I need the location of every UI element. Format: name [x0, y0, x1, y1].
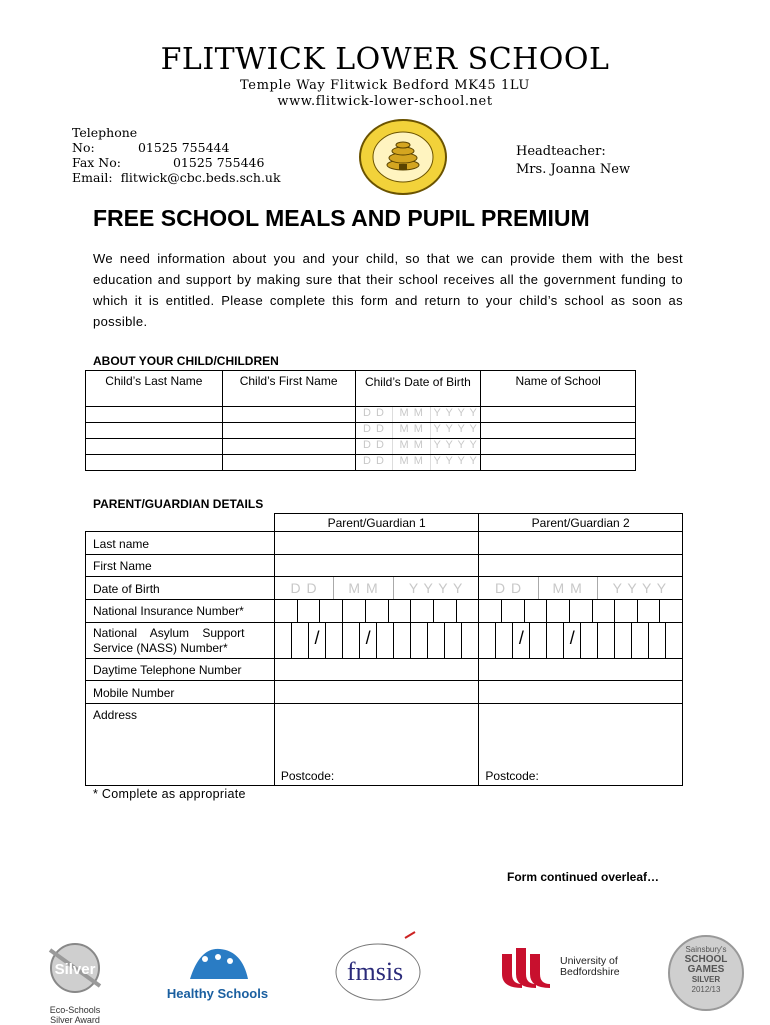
p1-dob-yyyy: Y Y Y Y [408, 580, 464, 596]
p2-dob-dd: D D [479, 577, 538, 599]
p2-first-name-input[interactable] [479, 555, 683, 577]
eco-caption-1: Eco-Schools [49, 1005, 101, 1015]
university-logo [498, 942, 633, 992]
digit-box[interactable] [326, 623, 343, 658]
digit-box[interactable] [275, 623, 292, 658]
digit-box[interactable] [615, 600, 638, 622]
p1-mobile-input[interactable] [274, 681, 479, 704]
child-dob-input[interactable] [355, 407, 481, 423]
slash-separator: / [564, 623, 581, 658]
digit-box[interactable] [547, 623, 564, 658]
child-last-name-input[interactable] [86, 407, 223, 423]
telephone-label: Telephone No: [72, 125, 138, 155]
child-dob-input[interactable] [355, 423, 481, 439]
fmsis-icon [333, 930, 428, 1005]
games-text-3: GAMES [687, 964, 725, 975]
school-address: Temple Way Flitwick Bedford MK45 1LU [240, 78, 530, 93]
child-first-name-input[interactable] [222, 439, 355, 455]
fmsis-text: fmsis [346, 957, 404, 986]
digit-box[interactable] [298, 600, 321, 622]
child-last-name-input[interactable] [86, 439, 223, 455]
child-dob-input[interactable] [355, 439, 481, 455]
p1-dob-mm: M M [334, 577, 393, 599]
email-label: Email: [72, 170, 113, 185]
child-row [86, 407, 636, 423]
last-name-label: Last name [86, 532, 275, 555]
digit-box[interactable] [457, 600, 479, 622]
school-games-logo [668, 935, 744, 1011]
p2-dob-yyyy: Y Y Y Y [612, 580, 668, 596]
col-dob: Child’s Date of Birth [355, 371, 481, 407]
dob-mm: M M [393, 423, 431, 438]
col-school: Name of School [481, 371, 636, 407]
dob-yyyy: Y Y Y Y [433, 439, 478, 451]
p2-postcode-label: Postcode: [485, 769, 539, 783]
games-text-5: 2012/13 [691, 985, 721, 994]
address-label: Address [86, 704, 275, 786]
digit-box[interactable] [394, 623, 411, 658]
digit-box[interactable] [525, 600, 548, 622]
digit-box[interactable] [632, 623, 649, 658]
contact-block [72, 125, 281, 185]
p2-ni-input[interactable] [479, 600, 683, 623]
digit-box[interactable] [547, 600, 570, 622]
digit-box[interactable] [389, 600, 412, 622]
fax-value: 01525 755446 [172, 155, 265, 170]
p2-mobile-input[interactable] [479, 681, 683, 704]
digit-box[interactable] [434, 600, 457, 622]
dob-yyyy: Y Y Y Y [433, 455, 478, 467]
headteacher-label: Headteacher: [516, 144, 606, 159]
dob-label: Date of Birth [86, 577, 275, 600]
digit-box[interactable] [598, 623, 615, 658]
slash-separator: / [360, 623, 377, 658]
university-icon [498, 944, 556, 990]
headteacher-name: Mrs. Joanna New [516, 162, 631, 177]
fmsis-logo [333, 930, 428, 1005]
child-last-name-input[interactable] [86, 455, 223, 471]
dob-mm: M M [393, 455, 431, 470]
parents-heading: PARENT/GUARDIAN DETAILS [93, 497, 264, 511]
slash-separator: / [513, 623, 530, 658]
child-school-input[interactable] [481, 423, 636, 439]
child-school-input[interactable] [481, 455, 636, 471]
p1-address-input[interactable] [274, 704, 479, 786]
child-school-input[interactable] [481, 407, 636, 423]
university-text [560, 956, 620, 978]
healthy-schools-text: Healthy Schools [166, 986, 269, 1001]
eco-schools-icon [30, 940, 120, 1000]
dob-yyyy: Y Y Y Y [433, 423, 478, 435]
digit-box[interactable] [638, 600, 661, 622]
digit-box[interactable] [570, 600, 593, 622]
digit-box[interactable] [343, 600, 366, 622]
form-title: FREE SCHOOL MEALS AND PUPIL PREMIUM [93, 205, 590, 231]
games-text-4: SILVER [691, 975, 721, 984]
p2-dob-input[interactable] [479, 577, 683, 600]
eco-schools-logo [30, 940, 120, 1024]
digit-box[interactable] [411, 600, 434, 622]
child-school-input[interactable] [481, 439, 636, 455]
digit-box[interactable] [479, 600, 502, 622]
col-first-name: Child’s First Name [222, 371, 355, 407]
children-table [85, 370, 636, 471]
dob-dd: D D [356, 407, 394, 422]
healthy-schools-logo [160, 945, 275, 1005]
child-row [86, 455, 636, 471]
school-website: www.flitwick-lower-school.net [277, 94, 493, 109]
child-first-name-input[interactable] [222, 407, 355, 423]
eco-caption-2: Silver Award [50, 1015, 100, 1025]
p1-postcode-label: Postcode: [280, 769, 335, 783]
healthy-schools-icon [160, 945, 275, 981]
digit-box[interactable] [377, 623, 394, 658]
children-heading: ABOUT YOUR CHILD/CHILDREN [93, 354, 279, 368]
headteacher-block [516, 143, 630, 179]
children-header-row [86, 371, 636, 407]
digit-box[interactable] [292, 623, 309, 658]
dob-dd: D D [356, 439, 394, 454]
digit-box[interactable] [660, 600, 682, 622]
child-row [86, 439, 636, 455]
telephone-value: 01525 755444 [137, 140, 230, 155]
dob-yyyy: Y Y Y Y [433, 407, 478, 419]
digit-box[interactable] [649, 623, 666, 658]
digit-box[interactable] [275, 600, 298, 622]
parent-1-header: Parent/Guardian 1 [274, 514, 479, 532]
digit-box[interactable] [320, 600, 343, 622]
p2-day-tel-input[interactable] [479, 659, 683, 681]
p2-nass-input[interactable] [479, 623, 683, 659]
p2-dob-mm: M M [539, 577, 598, 599]
digit-box[interactable] [496, 623, 513, 658]
fax-label: Fax No: [72, 155, 121, 170]
games-text-1: Sainsbury's [685, 945, 727, 954]
dob-dd: D D [356, 455, 394, 470]
slash-separator: / [309, 623, 326, 658]
p2-address-input[interactable] [479, 704, 683, 786]
digit-box[interactable] [666, 623, 682, 658]
footnote: * Complete as appropriate [93, 787, 246, 801]
ni-label: National Insurance Number* [86, 600, 275, 623]
p1-first-name-input[interactable] [274, 555, 479, 577]
form-intro: We need information about you and your child, so that we can provide them with the best education and support by making sure that their school receives all the government funding to which it is entitled. Please complete this form and return to your child’s school as soon as possible. [93, 251, 683, 329]
mobile-label: Mobile Number [86, 681, 275, 704]
digit-box[interactable] [366, 600, 389, 622]
university-text-2: Bedfordshire [560, 966, 620, 978]
digit-box[interactable] [343, 623, 360, 658]
nass-label [86, 623, 275, 659]
p1-dob-input[interactable] [274, 577, 479, 600]
p1-dob-dd: D D [275, 577, 334, 599]
digit-box[interactable] [615, 623, 632, 658]
continued-note: Form continued overleaf… [507, 870, 660, 884]
digit-box[interactable] [411, 623, 428, 658]
nass-label-line2: Service (NASS) Number* [93, 641, 228, 655]
digit-box[interactable] [502, 600, 525, 622]
digit-box[interactable] [581, 623, 598, 658]
first-name-label: First Name [86, 555, 275, 577]
dob-dd: D D [356, 423, 394, 438]
digit-box[interactable] [462, 623, 478, 658]
university-text-1: University of [560, 955, 618, 967]
child-dob-input[interactable] [355, 455, 481, 471]
email-value: flitwick@cbc.beds.sch.uk [120, 170, 281, 185]
dob-mm: M M [393, 407, 431, 422]
child-first-name-input[interactable] [222, 423, 355, 439]
digit-box[interactable] [593, 600, 616, 622]
digit-box[interactable] [445, 623, 462, 658]
digit-box[interactable] [530, 623, 547, 658]
p1-nass-input[interactable] [274, 623, 479, 659]
p1-ni-input[interactable] [274, 600, 479, 623]
dob-mm: M M [393, 439, 431, 454]
col-last-name: Child’s Last Name [86, 371, 223, 407]
eco-badge-text: Silver [54, 961, 96, 978]
nass-label-line1: National Asylum Support [93, 626, 245, 640]
school-name: FLITWICK LOWER SCHOOL [160, 42, 610, 77]
child-last-name-input[interactable] [86, 423, 223, 439]
eco-caption [30, 1005, 120, 1025]
parent-2-header: Parent/Guardian 2 [479, 514, 683, 532]
day-tel-label: Daytime Telephone Number [86, 659, 275, 681]
parents-table [85, 513, 683, 786]
school-crest-icon [358, 118, 448, 196]
digit-box[interactable] [428, 623, 445, 658]
child-first-name-input[interactable] [222, 455, 355, 471]
p1-day-tel-input[interactable] [274, 659, 479, 681]
child-row [86, 423, 636, 439]
p1-last-name-input[interactable] [274, 532, 479, 555]
games-text-2: SCHOOL [684, 954, 728, 965]
p2-last-name-input[interactable] [479, 532, 683, 555]
digit-box[interactable] [479, 623, 496, 658]
